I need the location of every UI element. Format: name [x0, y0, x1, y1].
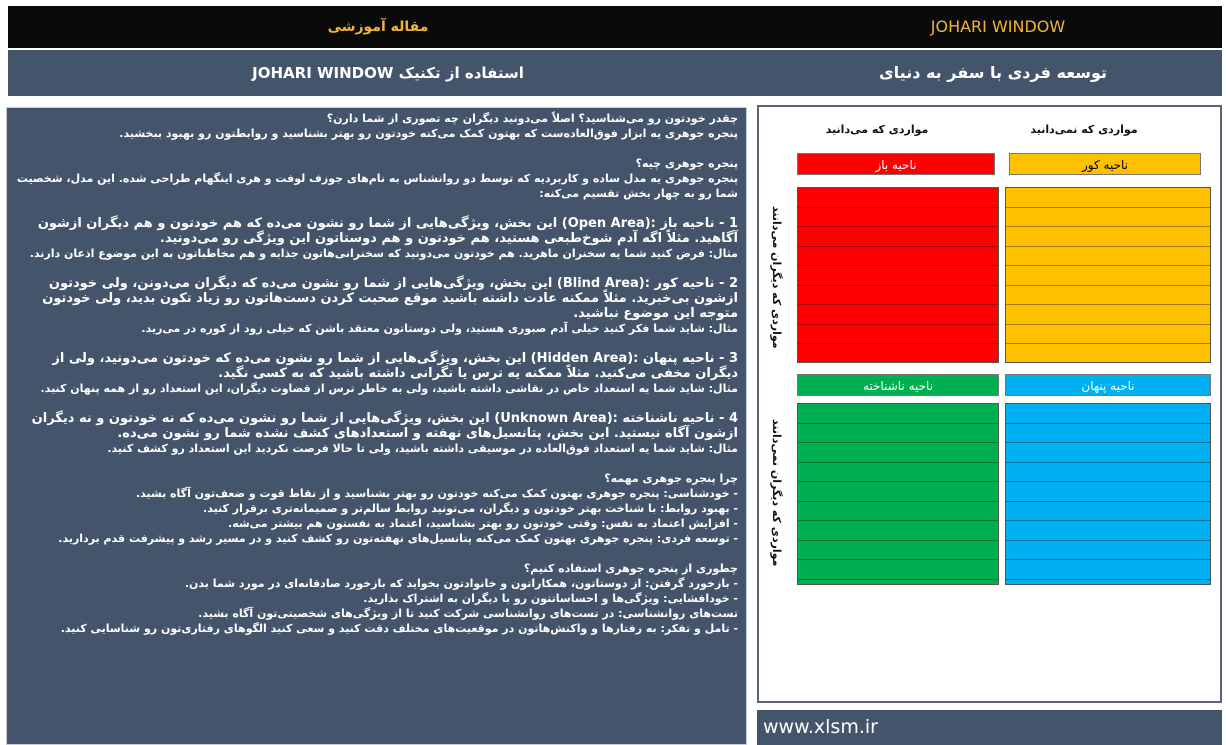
grid-cell: [798, 286, 998, 306]
grid-cell: [1006, 305, 1210, 325]
grid-cell: [1006, 482, 1210, 502]
grid-cell: [798, 404, 998, 424]
blank-line: [15, 201, 738, 216]
blank-line: [15, 546, 738, 561]
grid-cell: [798, 305, 998, 325]
grid-cell: [1006, 266, 1210, 286]
blind-area-label: ناحیه کور: [1009, 153, 1201, 175]
grid-cell: [798, 463, 998, 483]
grid-cell: [1006, 521, 1210, 541]
blank-line: [15, 336, 738, 351]
grid-cell: [798, 541, 998, 561]
article-text: [15, 111, 738, 636]
article-line: - افزایش اعتماد به نفس: وقتی خودتون رو بهتر بشناسید، اعتماد به نفستون هم بیشتر می‌شه.: [228, 517, 738, 530]
column-header-known-to-self: مواردی که می‌دانید: [825, 123, 929, 136]
article-line: 2 - ناحیه کور :(Blind Area) این بخش، ویژگی‌هایی از شما رو نشون می‌ده که دیگران می‌دونن، ولی خودتون ازشون بی‌خبرید. مثلاً ممکنه عادت داشته باشید موقع صحبت کردن دست‌هاتون رو زیاد تکون بدید، ولی خودتون متوجه این موضوع نباشید.: [42, 276, 738, 321]
grid-cell: [798, 424, 998, 444]
grid-cell: [1006, 325, 1210, 345]
top-banner: [8, 6, 1222, 48]
article-line: مثال: شاید شما یه استعداد خاص در نقاشی داشته باشید، ولی به خاطر ترس از قضاوت دیگران، این استعداد رو از همه پنهان کنید.: [40, 382, 738, 395]
article-line: چقدر خودتون رو می‌شناسید؟ اصلاً می‌دونید دیگران چه تصوری از شما دارن؟: [326, 112, 738, 125]
grid-cell: [798, 443, 998, 463]
article-line: چطوری از پنجره جوهری استفاده کنیم؟: [523, 562, 738, 575]
blank-line: [15, 396, 738, 411]
hidden-area-grid: [1005, 403, 1211, 585]
article-line: - توسعه فردی: پنجره جوهری بهتون کمک می‌کنه پتانسیل‌های نهفته‌تون رو کشف کنید و در مسیر رشد و پیشرفت قدم بردارید.: [58, 532, 738, 545]
grid-cell: [798, 208, 998, 228]
grid-cell: [1006, 344, 1210, 363]
article-line: - خودشناسی: پنجره جوهری بهتون کمک می‌کنه خودتون رو بهتر بشناسید و از نقاط قوت و ضعف‌تون آگاه بشید.: [135, 487, 738, 500]
blank-line: [15, 261, 738, 276]
grid-cell: [798, 560, 998, 580]
article-line: مثال: شاید شما یه استعداد فوق‌العاده در موسیقی داشته باشید، ولی تا حالا فرصت نکردید این استعداد رو کشف کنید.: [107, 442, 738, 455]
grid-cell: [798, 266, 998, 286]
article-line: مثال: فرض کنید شما یه سخنران ماهرید. هم خودتون می‌دونید که سخنرانی‌هاتون جذابه و هم مخاطباتون به این موضوع اذعان دارند.: [29, 247, 738, 260]
article-line: پنجره جوهری یه ابزار فوق‌العاده‌ست که بهتون کمک می‌کنه خودتون رو بهتر بشناسید و روابطتون رو بهبود ببخشید.: [119, 127, 738, 140]
grid-cell: [1006, 286, 1210, 306]
grid-cell: [1006, 560, 1210, 580]
article-line: 1 - ناحیه باز :(Open Area) این بخش، ویژگی‌هایی از شما رو نشون می‌ده که هم خودتون و هم دیگران ازشون آگاهید. مثلاً اگه آدم شوخ‌طبعی هستید، هم خودتون و هم دوستاتون این ویژگی رو می‌دونید.: [37, 216, 738, 246]
article-line: 3 - ناحیه پنهان :(Hidden Area) این بخش، ویژگی‌هایی از شما رو نشون می‌ده که خودتون می‌دونید، ولی از دیگران مخفی می‌کنید. مثلاً ممکنه یه ترس یا نگرانی داشته باشید که به کسی نگید.: [52, 351, 738, 381]
grid-cell: [1006, 541, 1210, 561]
row-label-known-to-others: مواردی که دیگران می‌دانند: [770, 205, 783, 349]
blank-line: [15, 141, 738, 156]
blank-line: [15, 456, 738, 471]
technique-title: استفاده از تکنیک JOHARI WINDOW: [252, 64, 524, 82]
grid-cell: [1006, 188, 1210, 208]
grid-cell: [798, 482, 998, 502]
article-panel: [6, 107, 747, 745]
banner-title: JOHARI WINDOW: [930, 17, 1066, 36]
grid-cell: [798, 188, 998, 208]
johari-window-diagram: [757, 105, 1222, 703]
article-line: - تامل و تفکر: به رفتارها و واکنش‌هاتون در موقعیت‌های مختلف دقت کنید و سعی کنید الگوهای رفتاری‌تون رو شناسایی کنید.: [60, 622, 738, 635]
open-area-grid: [797, 187, 999, 363]
open-area-label: ناحیه باز: [797, 153, 995, 175]
grid-cell: [798, 344, 998, 363]
page-title: توسعه فردی با سفر به دنیای: [878, 63, 1107, 82]
row-label-unknown-to-others: مواردی که دیگران نمی‌دانند: [770, 419, 783, 567]
grid-cell: [1006, 443, 1210, 463]
article-line: تست‌های روانشناسی: در تست‌های روانشناسی شرکت کنید تا از ویژگی‌های شخصیتی‌تون آگاه بشید.: [198, 607, 738, 620]
site-link[interactable]: www.xlsm.ir: [763, 716, 878, 738]
article-type-label: مقاله آموزشی: [327, 19, 429, 35]
sub-banner: [8, 50, 1222, 96]
article-line: چرا پنجره جوهری مهمه؟: [604, 472, 738, 485]
grid-cell: [1006, 502, 1210, 522]
grid-cell: [798, 502, 998, 522]
grid-cell: [798, 325, 998, 345]
unknown-area-grid: [797, 403, 999, 585]
grid-cell: [1006, 208, 1210, 228]
grid-cell: [1006, 247, 1210, 267]
article-line: 4 - ناحیه ناشناخته :(Unknown Area) این بخش، ویژگی‌هایی از شما رو نشون می‌ده که نه خودتون و نه دیگران ازشون آگاه نیستید. این بخش، پتانسیل‌های نهفته و استعدادهای کشف نشده شما رو نشون می‌ده.: [31, 411, 738, 441]
article-line: - بهبود روابط: با شناخت بهتر خودتون و دیگران، می‌تونید روابط سالم‌تر و صمیمانه‌تری برقرار کنید.: [203, 502, 738, 515]
hidden-area-label: ناحیه پنهان: [1005, 374, 1211, 396]
column-header-unknown-to-self: مواردی که نمی‌دانید: [1030, 123, 1138, 136]
grid-cell: [1006, 424, 1210, 444]
article-line: پنجره جوهری یه مدل ساده و کاربردیه که توسط دو روانشناس به نام‌های جوزف لوفت و هری اینگهام طراحی شده. این مدل، شخصیت شما رو به چهار بخش تقسیم می‌کنه:: [16, 172, 738, 200]
blind-area-grid: [1005, 187, 1211, 363]
footer-bar: [757, 710, 1222, 745]
grid-cell: [798, 247, 998, 267]
article-line: پنجره جوهری چیه؟: [635, 157, 738, 170]
article-line: - بازخورد گرفتن: از دوستاتون، همکاراتون و خانوادتون بخواید که بازخورد صادقانه‌ای در مورد شما بدن.: [184, 577, 738, 590]
unknown-area-label: ناحیه ناشناخته: [797, 374, 999, 396]
article-line: - خودافشایی: ویژگی‌ها و احساساتتون رو با دیگران به اشتراک بذارید.: [363, 592, 738, 605]
article-line: مثال: شاید شما فکر کنید خیلی آدم صبوری هستید، ولی دوستاتون معتقد باشن که خیلی زود از کوره در می‌رید.: [141, 322, 738, 335]
grid-cell: [798, 227, 998, 247]
grid-cell: [798, 521, 998, 541]
grid-cell: [1006, 227, 1210, 247]
grid-cell: [1006, 404, 1210, 424]
grid-cell: [1006, 463, 1210, 483]
